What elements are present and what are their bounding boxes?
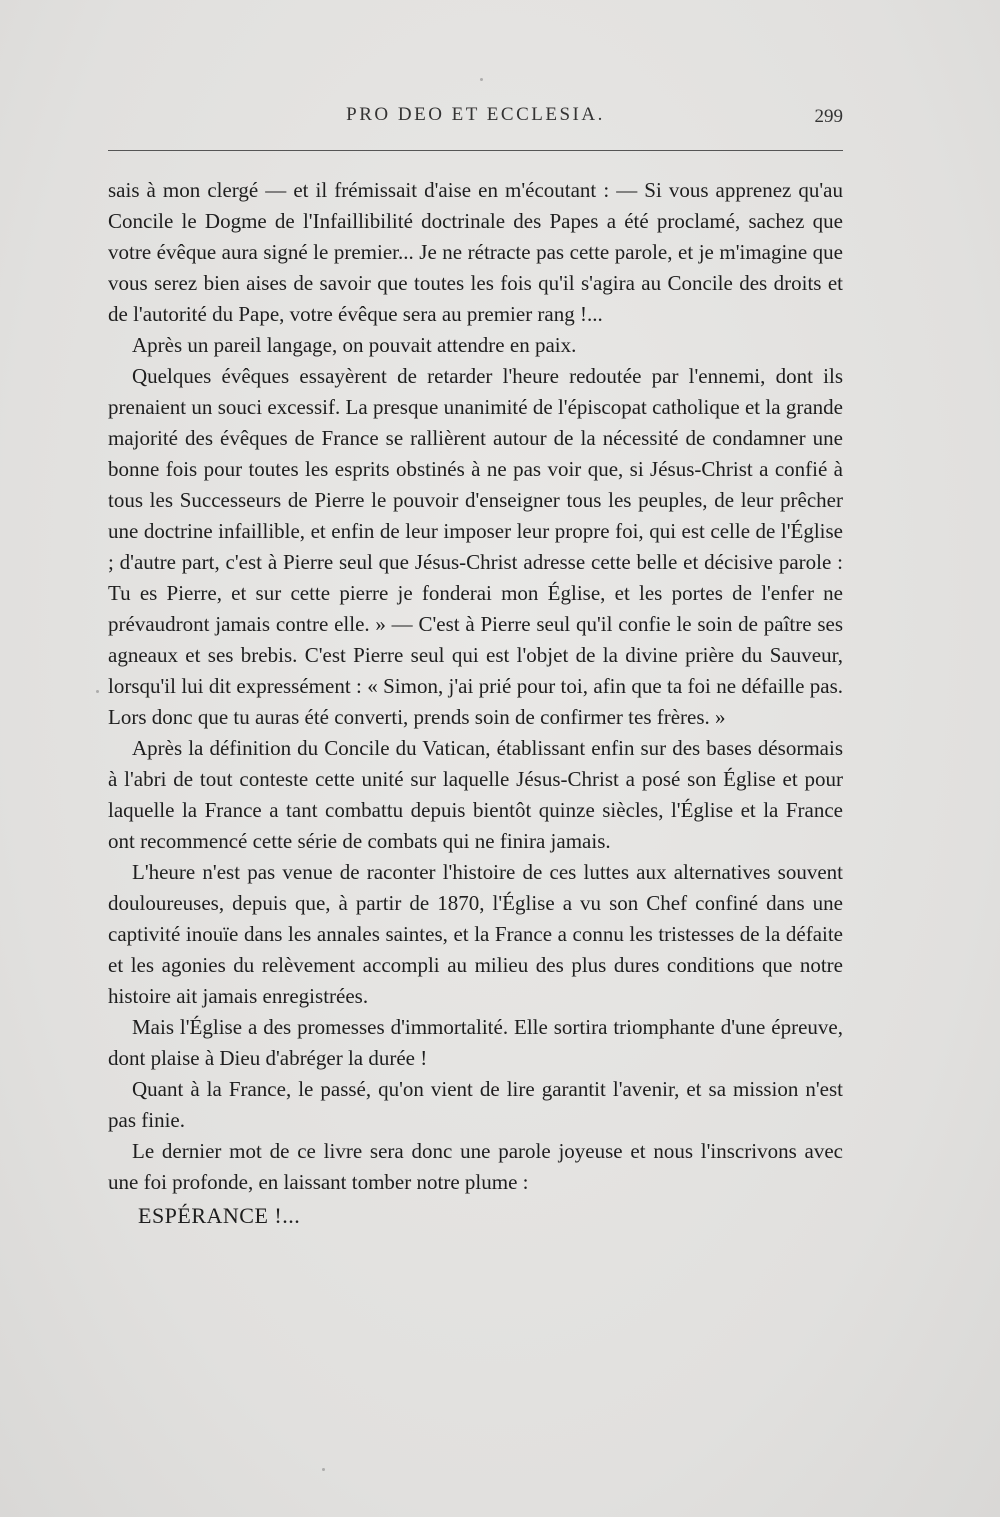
page-number: 299	[814, 106, 843, 127]
paragraph: Quelques évêques essayèrent de retarder l'heure redoutée par l'ennemi, dont ils prenaient un souci excessif. La presque unanimité de l'épiscopat catholique et la grande majorité des évêques de France se rallièrent autour de la nécessité de condamner une bonne fois pour toutes les esprits obstinés à ne pas voir que, si Jésus-Christ a confié à tous les Successeurs de Pierre le pouvoir d'enseigner tous les peuples, de leur prêcher une doctrine infaillible, et enfin de leur imposer leur propre foi, qui est celle de l'Église ; d'autre part, c'est à Pierre seul que Jésus-Christ adresse cette belle et décisive parole : Tu es Pierre, et sur cette pierre je fonderai mon Église, et les portes de l'enfer ne prévaudront jamais contre elle. » — C'est à Pierre seul qu'il confie le soin de paître ses agneaux et ses brebis. C'est Pierre seul qui est l'objet de la divine prière du Sauveur, lorsqu'il lui dit expressément : « Simon, j'ai prié pour toi, afin que ta foi ne défaille pas. Lors donc que tu auras été converti, prends soin de confirmer tes frères. »	[108, 364, 843, 729]
paper-speck	[96, 690, 99, 693]
body-text	[108, 175, 843, 1231]
paragraph: Mais l'Église a des promesses d'immortalité. Elle sortira triomphante d'une épreuve, dont plaise à Dieu d'abréger la durée !	[108, 1015, 843, 1070]
running-title: PRO DEO ET ECCLESIA.	[346, 104, 605, 125]
paper-speck	[322, 1468, 325, 1471]
paragraph: Après un pareil langage, on pouvait attendre en paix.	[132, 333, 577, 357]
paragraph: L'heure n'est pas venue de raconter l'histoire de ces luttes aux alternatives souvent douloureuses, depuis que, à partir de 1870, l'Église a vu son Chef confiné dans une captivité inouïe dans les annales saintes, et la France a connu les tristesses de la défaite et les agonies du relèvement accompli au milieu des plus dures conditions que notre histoire ait jamais enregistrées.	[108, 860, 843, 1008]
running-head	[108, 104, 843, 134]
header-rule	[108, 150, 843, 151]
paragraph: Après la définition du Concile du Vatican, établissant enfin sur des bases désormais à l'abri de tout conteste cette unité sur laquelle Jésus-Christ a posé son Église et pour laquelle la France a tant combattu depuis bientôt quinze siècles, l'Église et la France ont recommencé cette série de combats qui ne finira jamais.	[108, 736, 843, 853]
paragraph: Le dernier mot de ce livre sera donc une parole joyeuse et nous l'inscrivons avec une foi profonde, en laissant tomber notre plume :	[108, 1139, 843, 1194]
paragraph-continuation: sais à mon clergé — et il frémissait d'aise en m'écoutant : — Si vous apprenez qu'au Concile le Dogme de l'Infaillibilité doctrinale des Papes a été proclamé, sachez que votre évêque aura signé le premier... Je ne rétracte pas cette parole, et je m'imagine que vous serez bien aises de savoir que toutes les fois qu'il s'agira au Concile des droits et de l'autorité du Pape, votre évêque sera au premier rang !...	[108, 178, 843, 326]
paper-speck	[480, 78, 483, 81]
closing-word: ESPÉRANCE !...	[138, 1203, 301, 1228]
paragraph: Quant à la France, le passé, qu'on vient de lire garantit l'avenir, et sa mission n'est pas finie.	[108, 1077, 843, 1132]
